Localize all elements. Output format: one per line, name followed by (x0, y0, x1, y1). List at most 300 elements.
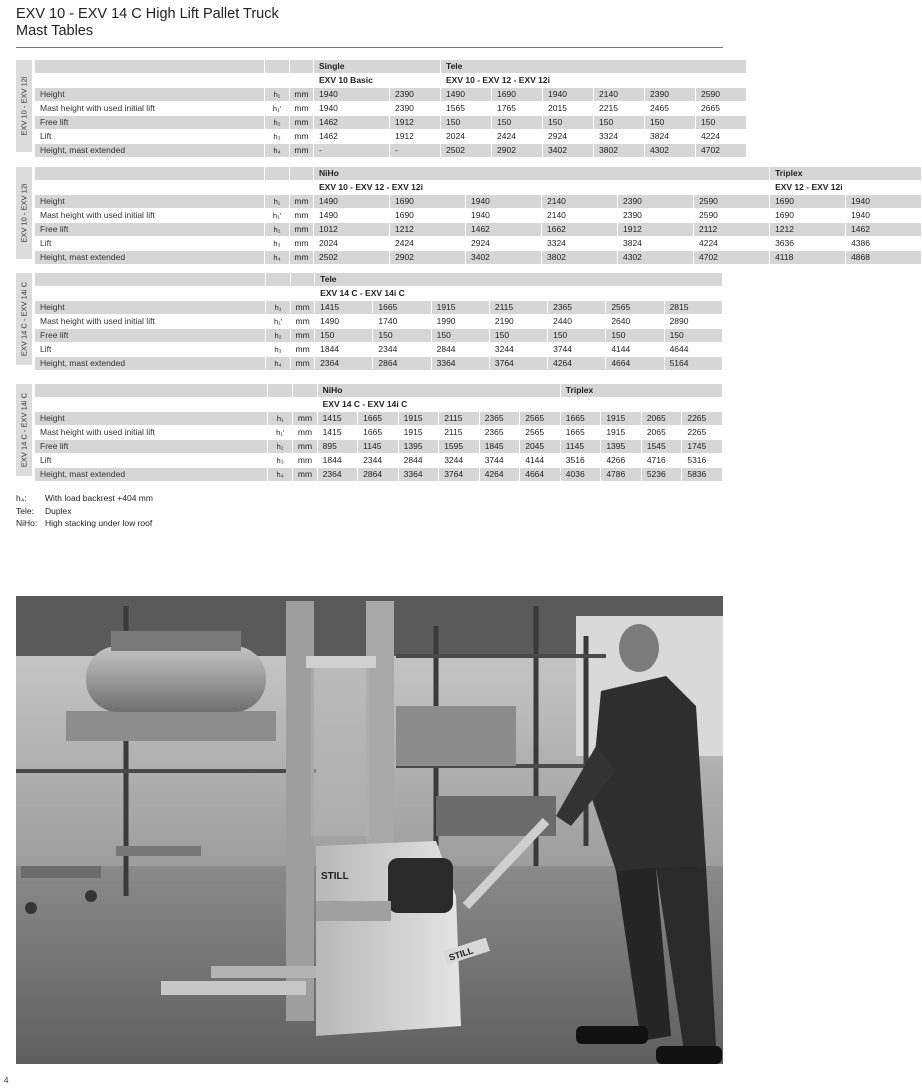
table-cell: 895 (318, 440, 359, 454)
header-spacer-cell (290, 181, 314, 195)
mast-table (35, 167, 922, 265)
table-cell: 4664 (520, 468, 561, 482)
group-label: Triplex (770, 167, 922, 181)
row-label: Lift (35, 130, 265, 144)
header-spacer-cell (290, 167, 314, 181)
table-cell: 4224 (696, 130, 747, 144)
row-label: Free lift (35, 440, 268, 454)
row-unit: mm (290, 116, 314, 130)
truck-brand-text: STILL (321, 871, 349, 882)
table-cell: 1665 (358, 426, 399, 440)
table-cell: 150 (492, 116, 543, 130)
table-cell: 2265 (682, 412, 723, 426)
mast-table-block (16, 273, 723, 368)
tiller-brand-text: STILL (447, 945, 475, 963)
table-cell: 2390 (618, 209, 694, 223)
table-cell: 2590 (694, 209, 770, 223)
table-cell: 1145 (358, 440, 399, 454)
table-cell: 2864 (358, 468, 399, 482)
model-label: EXV 12 - EXV 12i (770, 181, 922, 195)
header-spacer-cell (293, 384, 317, 398)
table-cell: 1990 (432, 315, 490, 329)
row-unit: mm (290, 223, 314, 237)
row-unit: mm (290, 209, 314, 223)
table-cell: 3244 (490, 343, 548, 357)
footnotes (16, 492, 153, 530)
table-cell: 1462 (466, 223, 542, 237)
table-cell: 2065 (642, 426, 683, 440)
table-cell: 1690 (390, 195, 466, 209)
row-symbol: h₃ (268, 454, 293, 468)
footnote-key: NiHo: (16, 518, 38, 528)
table-cell: 1665 (561, 426, 602, 440)
table-cell: 1844 (315, 343, 373, 357)
table-cell: 1665 (561, 412, 602, 426)
row-unit: mm (290, 237, 314, 251)
row-symbol: h₁ (266, 301, 291, 315)
table-cell: 3516 (561, 454, 602, 468)
table-cell: 150 (645, 116, 696, 130)
table-cell: 1395 (399, 440, 440, 454)
table-cell: 150 (594, 116, 645, 130)
row-unit: mm (291, 301, 315, 315)
table-cell: 150 (696, 116, 747, 130)
table-cell: 2424 (390, 237, 466, 251)
page-title (16, 6, 279, 40)
table-cell: 4868 (846, 251, 922, 265)
row-symbol: h₂ (268, 440, 293, 454)
mast-table (35, 273, 723, 371)
model-label: EXV 14 C - EXV 14i C (315, 287, 723, 301)
table-cell: 150 (432, 329, 490, 343)
row-unit: mm (290, 130, 314, 144)
row-label: Lift (35, 343, 266, 357)
table-cell: 2024 (314, 237, 390, 251)
table-cell: 1912 (618, 223, 694, 237)
table-cell: 150 (441, 116, 492, 130)
table-cell: 1490 (314, 209, 390, 223)
table-cell: 2924 (466, 237, 542, 251)
mast-table-block (16, 60, 723, 155)
table-row (35, 195, 922, 209)
table-cell: 2015 (543, 102, 594, 116)
row-unit: mm (291, 315, 315, 329)
row-symbol: h₄ (268, 468, 293, 482)
table-cell: 1145 (561, 440, 602, 454)
table-cell: 4264 (480, 468, 521, 482)
side-label-text: EXV 10 - EXV 12i (19, 76, 29, 136)
header-spacer-cell (265, 74, 290, 88)
table-cell: 1915 (399, 412, 440, 426)
table-cell: 2440 (548, 315, 606, 329)
table-cell: 4702 (694, 251, 770, 265)
table-cell: 2565 (520, 426, 561, 440)
row-unit: mm (291, 329, 315, 343)
table-cell: 2502 (314, 251, 390, 265)
table-cell: 1565 (441, 102, 492, 116)
header-spacer-cell (35, 60, 265, 74)
table-row (35, 454, 723, 468)
table-cell: 2024 (441, 130, 492, 144)
table-cell: 4118 (770, 251, 846, 265)
table-cell: 1665 (373, 301, 431, 315)
table-cell: 2045 (520, 440, 561, 454)
table-side-label (16, 60, 32, 152)
table-cell: 1845 (480, 440, 521, 454)
table-row (35, 357, 723, 371)
header-spacer-cell (265, 60, 290, 74)
table-cell: 2590 (696, 88, 747, 102)
row-unit: mm (290, 251, 314, 265)
table-cell: 4786 (601, 468, 642, 482)
row-unit: mm (291, 343, 315, 357)
table-row (35, 468, 723, 482)
header-spacer-cell (291, 273, 315, 287)
footnote-text: Duplex (45, 505, 72, 516)
row-label: Free lift (35, 329, 266, 343)
table-cell: 3402 (543, 144, 594, 158)
row-unit: mm (293, 468, 317, 482)
footnote-key: Tele: (16, 505, 34, 516)
table-cell: 3824 (645, 130, 696, 144)
header-spacer-cell (35, 384, 268, 398)
table-cell: 2565 (606, 301, 664, 315)
table-cell: 3744 (548, 343, 606, 357)
row-label: Free lift (35, 116, 265, 130)
table-row (35, 88, 747, 102)
header-spacer-cell (293, 398, 317, 412)
table-cell: 2344 (373, 343, 431, 357)
table-cell: 1665 (358, 412, 399, 426)
table-header-row (35, 181, 922, 195)
table-cell: 2365 (480, 412, 521, 426)
header-spacer-cell (290, 60, 314, 74)
table-cell: 4266 (601, 454, 642, 468)
table-cell: 2424 (492, 130, 543, 144)
table-cell: 3636 (770, 237, 846, 251)
table-cell: 1462 (314, 130, 390, 144)
table-cell: 4144 (606, 343, 664, 357)
table-cell: 2815 (665, 301, 723, 315)
table-cell: 1690 (390, 209, 466, 223)
row-symbol: h₁' (266, 315, 291, 329)
side-label-text: EXV 10 - EXV 12i (19, 183, 29, 243)
table-cell: 3764 (490, 357, 548, 371)
table-row (35, 251, 922, 265)
row-label: Height, mast extended (35, 357, 266, 371)
table-cell: 2344 (358, 454, 399, 468)
group-label: Single (314, 60, 441, 74)
header-spacer-cell (35, 287, 266, 301)
table-cell: 1415 (315, 301, 373, 315)
table-cell: 1844 (318, 454, 359, 468)
group-label: Tele (441, 60, 747, 74)
footnote-text: With load backrest +404 mm (45, 493, 153, 503)
row-label: Height (35, 88, 265, 102)
row-unit: mm (291, 357, 315, 371)
footnote (16, 517, 153, 530)
table-cell: 150 (543, 116, 594, 130)
row-symbol: h₄ (266, 357, 291, 371)
table-cell: 3364 (399, 468, 440, 482)
row-unit: mm (293, 440, 317, 454)
table-cell: 1940 (846, 209, 922, 223)
table-cell: 5836 (682, 468, 723, 482)
table-cell: 4702 (696, 144, 747, 158)
table-cell: 2502 (441, 144, 492, 158)
table-row (35, 116, 747, 130)
row-unit: mm (293, 426, 317, 440)
header-spacer-cell (266, 273, 291, 287)
table-cell: 2465 (645, 102, 696, 116)
row-label: Height (35, 195, 265, 209)
table-cell: 1212 (390, 223, 466, 237)
table-cell: 2140 (542, 195, 618, 209)
row-symbol: h₃ (265, 237, 290, 251)
table-cell: 2390 (645, 88, 696, 102)
table-cell: 2390 (390, 88, 441, 102)
table-cell: 5236 (642, 468, 683, 482)
table-cell: 4664 (606, 357, 664, 371)
row-label: Mast height with used initial lift (35, 209, 265, 223)
table-cell: 1415 (318, 426, 359, 440)
footnote-key: h₄: (16, 493, 27, 503)
table-cell: 5164 (665, 357, 723, 371)
table-header-row (35, 74, 747, 88)
table-cell: 3364 (432, 357, 490, 371)
row-unit: mm (290, 102, 314, 116)
table-cell: 2890 (665, 315, 723, 329)
model-label (561, 398, 723, 412)
table-cell: 1915 (601, 412, 642, 426)
table-row (35, 343, 723, 357)
row-label: Mast height with used initial lift (35, 426, 268, 440)
row-symbol: h₃ (265, 130, 290, 144)
table-cell: 1490 (314, 195, 390, 209)
row-unit: mm (293, 412, 317, 426)
row-label: Lift (35, 237, 265, 251)
mast-table-block (16, 384, 723, 479)
table-cell: 1745 (682, 440, 723, 454)
model-label: EXV 10 Basic (314, 74, 441, 88)
row-label: Mast height with used initial lift (35, 102, 265, 116)
table-cell: 2924 (543, 130, 594, 144)
table-row (35, 237, 922, 251)
table-cell: 3244 (439, 454, 480, 468)
table-cell: 1490 (441, 88, 492, 102)
table-row (35, 209, 922, 223)
header-spacer-cell (265, 181, 290, 195)
table-cell: 4264 (548, 357, 606, 371)
row-unit: mm (290, 88, 314, 102)
table-cell: 4036 (561, 468, 602, 482)
table-cell: 1690 (770, 209, 846, 223)
table-header-row (35, 398, 723, 412)
table-cell: 2565 (520, 412, 561, 426)
table-cell: 1940 (466, 195, 542, 209)
table-cell: 4716 (642, 454, 683, 468)
warehouse-photo (16, 596, 723, 1064)
header-spacer-cell (35, 273, 266, 287)
row-symbol: h₂ (265, 116, 290, 130)
table-cell: 1740 (373, 315, 431, 329)
table-cell: 1912 (390, 130, 441, 144)
table-cell: 2844 (432, 343, 490, 357)
table-cell: 150 (373, 329, 431, 343)
table-cell: 2902 (390, 251, 466, 265)
header-spacer-cell (268, 398, 293, 412)
table-row (35, 440, 723, 454)
header-spacer-cell (291, 287, 315, 301)
table-cell: 2640 (606, 315, 664, 329)
table-cell: 3802 (542, 251, 618, 265)
table-cell: 1915 (432, 301, 490, 315)
footnote (16, 492, 153, 505)
table-cell: 1415 (318, 412, 359, 426)
table-cell: 2390 (390, 102, 441, 116)
table-cell: 2065 (642, 412, 683, 426)
table-cell: 1462 (314, 116, 390, 130)
table-cell: 2390 (618, 195, 694, 209)
table-cell: 2115 (439, 412, 480, 426)
page-number: 4 (4, 1076, 9, 1085)
table-cell: 4302 (645, 144, 696, 158)
model-label: EXV 10 - EXV 12 - EXV 12i (314, 181, 770, 195)
table-cell: 1545 (642, 440, 683, 454)
row-symbol: h₁ (268, 412, 293, 426)
table-cell: 4302 (618, 251, 694, 265)
table-cell: 3324 (542, 237, 618, 251)
table-cell: 1915 (399, 426, 440, 440)
mast-table (35, 384, 723, 482)
row-unit: mm (290, 195, 314, 209)
table-row (35, 329, 723, 343)
row-symbol: h₃ (266, 343, 291, 357)
table-row (35, 130, 747, 144)
table-cell: 1012 (314, 223, 390, 237)
table-cell: 2844 (399, 454, 440, 468)
table-row (35, 223, 922, 237)
row-symbol: h₁ (265, 195, 290, 209)
table-cell: 2364 (315, 357, 373, 371)
header-spacer-cell (35, 167, 265, 181)
table-cell: 1912 (390, 116, 441, 130)
table-cell: 1940 (314, 102, 390, 116)
table-cell: 1595 (439, 440, 480, 454)
group-label: NiHo (318, 384, 561, 398)
group-label: Triplex (561, 384, 723, 398)
table-cell: 2590 (694, 195, 770, 209)
side-label-text: EXV 14 C - EXV 14i C (19, 392, 29, 468)
table-cell: 3744 (480, 454, 521, 468)
row-label: Height (35, 412, 268, 426)
footnote (16, 505, 153, 518)
row-symbol: h₄ (265, 251, 290, 265)
header-spacer-cell (265, 167, 290, 181)
group-label: Tele (315, 273, 723, 287)
table-cell: 1915 (601, 426, 642, 440)
header-spacer-cell (266, 287, 291, 301)
table-cell: 2902 (492, 144, 543, 158)
row-symbol: h₂ (266, 329, 291, 343)
table-cell: 3324 (594, 130, 645, 144)
title-rule (16, 47, 723, 48)
table-cell: 4644 (665, 343, 723, 357)
table-cell: 1662 (542, 223, 618, 237)
table-cell: 2215 (594, 102, 645, 116)
header-spacer-cell (35, 74, 265, 88)
row-label: Height, mast extended (35, 468, 268, 482)
side-label-text: EXV 14 C - EXV 14i C (19, 281, 29, 357)
table-header-row (35, 60, 747, 74)
header-spacer-cell (35, 398, 268, 412)
table-cell: 1212 (770, 223, 846, 237)
table-side-label (16, 384, 32, 476)
table-cell: 150 (490, 329, 548, 343)
table-cell: 1690 (770, 195, 846, 209)
table-header-row (35, 287, 723, 301)
table-cell: 150 (548, 329, 606, 343)
table-row (35, 301, 723, 315)
row-symbol: h₄ (265, 144, 290, 158)
header-spacer-cell (268, 384, 293, 398)
row-unit: mm (290, 144, 314, 158)
table-cell: 2190 (490, 315, 548, 329)
table-cell: 1940 (466, 209, 542, 223)
table-cell: 5316 (682, 454, 723, 468)
table-row (35, 426, 723, 440)
row-label: Height (35, 301, 266, 315)
table-cell: 1940 (314, 88, 390, 102)
table-side-label (16, 167, 32, 259)
table-header-row (35, 384, 723, 398)
row-symbol: h₁' (268, 426, 293, 440)
row-label: Height, mast extended (35, 251, 265, 265)
row-label: Free lift (35, 223, 265, 237)
table-header-row (35, 167, 922, 181)
table-cell: 3824 (618, 237, 694, 251)
title-line: EXV 10 - EXV 14 C High Lift Pallet Truck (16, 6, 279, 22)
table-cell: 150 (665, 329, 723, 343)
table-cell: 1940 (846, 195, 922, 209)
table-cell: 150 (315, 329, 373, 343)
table-row (35, 102, 747, 116)
table-cell: 3802 (594, 144, 645, 158)
row-symbol: h₂ (265, 223, 290, 237)
table-cell: 2365 (480, 426, 521, 440)
table-cell: 2365 (548, 301, 606, 315)
table-cell: 1765 (492, 102, 543, 116)
group-label: NiHo (314, 167, 770, 181)
table-cell: 2115 (439, 426, 480, 440)
table-cell: 3402 (466, 251, 542, 265)
table-cell: 1940 (543, 88, 594, 102)
footnote-text: High stacking under low roof (45, 518, 153, 528)
row-symbol: h₁' (265, 102, 290, 116)
table-cell: 2665 (696, 102, 747, 116)
table-cell: - (390, 144, 441, 158)
subtitle-line: Mast Tables (16, 23, 94, 39)
table-cell: 4144 (520, 454, 561, 468)
table-row (35, 144, 747, 158)
table-cell: 2265 (682, 426, 723, 440)
table-side-label (16, 273, 32, 365)
table-cell: 2364 (318, 468, 359, 482)
table-cell: 2115 (490, 301, 548, 315)
table-row (35, 412, 723, 426)
mast-table (35, 60, 747, 158)
table-cell: 4386 (846, 237, 922, 251)
